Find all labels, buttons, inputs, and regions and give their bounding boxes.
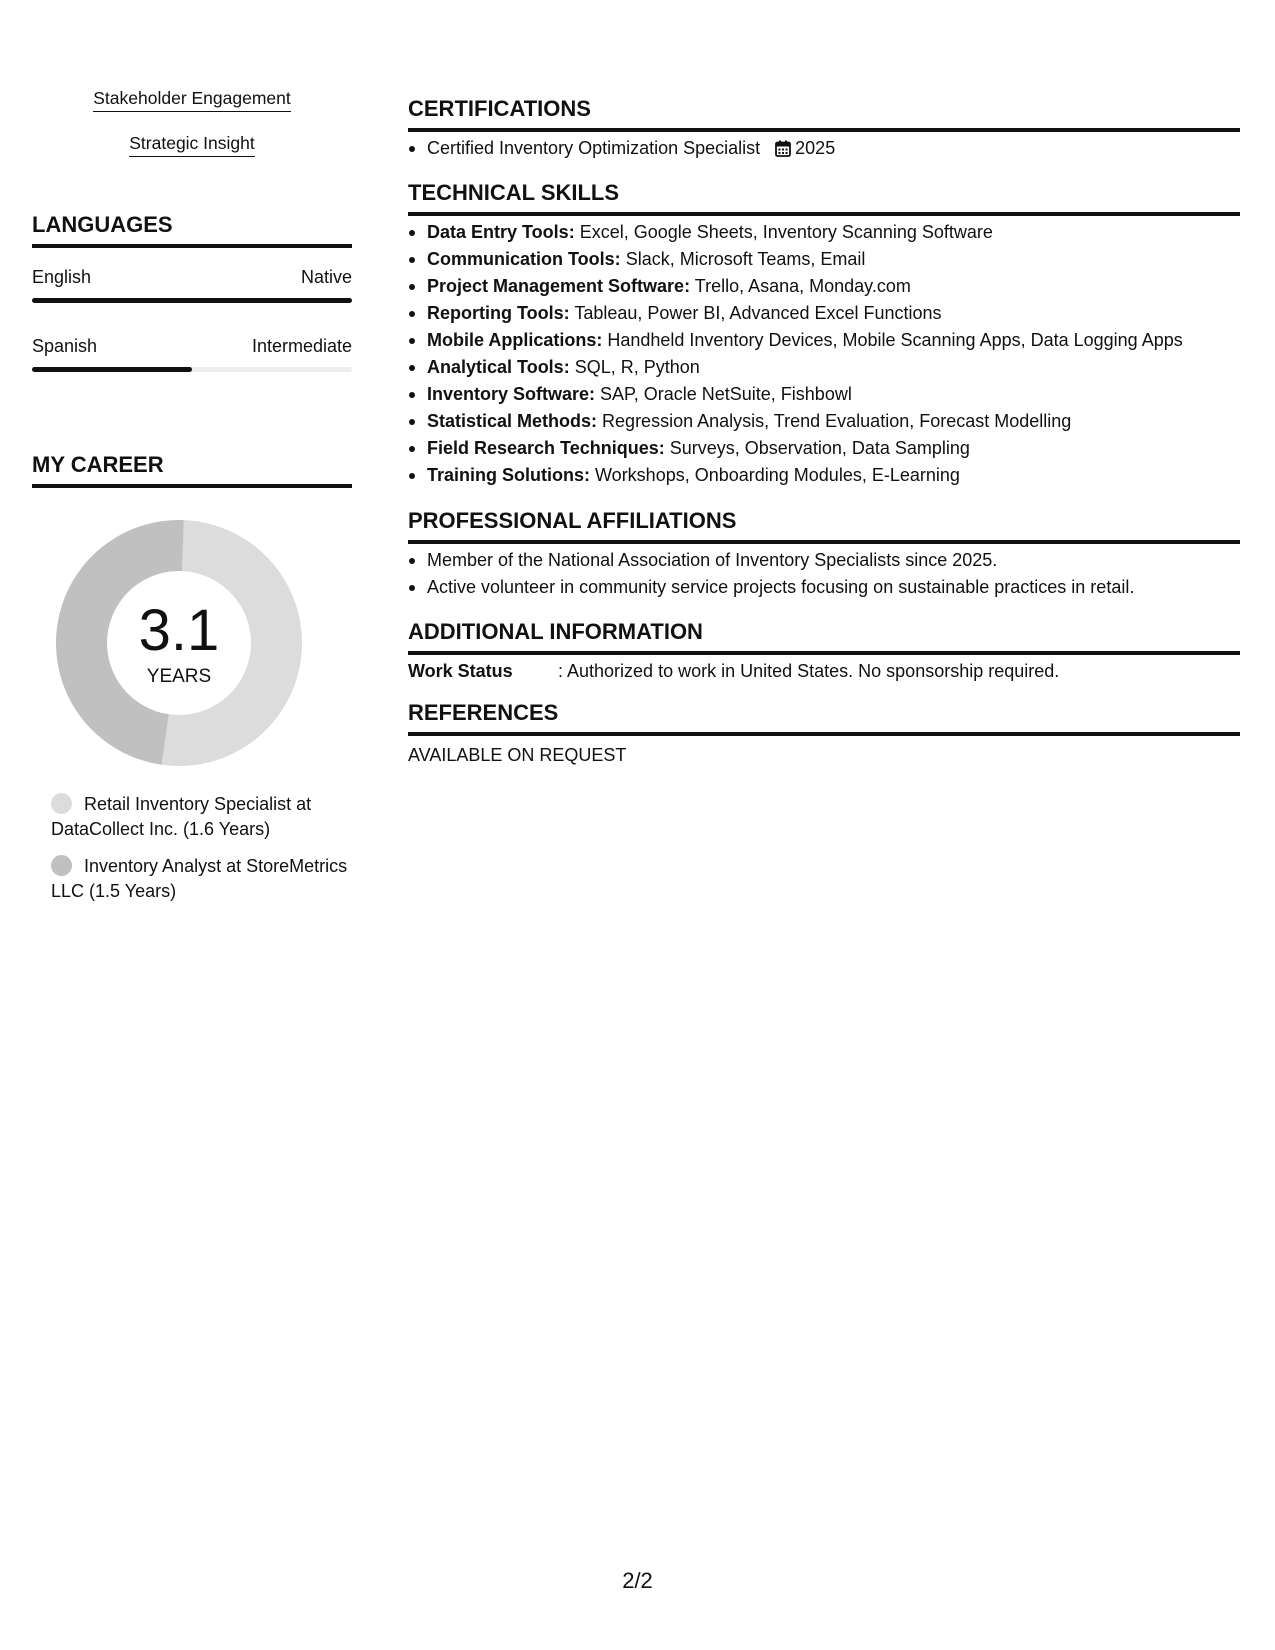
career-legend-item <box>51 792 351 842</box>
skill-label: Mobile Applications: <box>427 330 603 350</box>
interest-item: Stakeholder Engagement <box>32 88 352 112</box>
certifications-list <box>408 135 1240 162</box>
calendar-icon <box>775 140 791 157</box>
certifications-heading: CERTIFICATIONS <box>408 96 1240 132</box>
legend-dot-icon <box>51 855 72 876</box>
skill-label: Project Management Software: <box>427 276 691 296</box>
career-legend-item <box>51 854 351 904</box>
career-donut-chart <box>56 520 302 766</box>
page-number: 2/2 <box>622 1568 653 1593</box>
affiliations-heading: PROFESSIONAL AFFILIATIONS <box>408 508 1240 544</box>
skill-value: Workshops, Onboarding Modules, E-Learning <box>595 465 960 485</box>
language-name: English <box>32 267 92 287</box>
skill-value: Handheld Inventory Devices, Mobile Scanning Apps, Data Logging Apps <box>607 330 1183 350</box>
skill-item <box>408 435 1240 462</box>
skill-label: Field Research Techniques: <box>427 438 665 458</box>
affiliations-list <box>408 547 1240 601</box>
skill-value: Trello, Asana, Monday.com <box>694 276 911 296</box>
skill-label: Communication Tools: <box>427 249 621 269</box>
skill-label: Training Solutions: <box>427 465 590 485</box>
technical-skills-heading: TECHNICAL SKILLS <box>408 180 1240 216</box>
language-proficiency-bar <box>32 367 352 372</box>
skill-label: Statistical Methods: <box>427 411 598 431</box>
skill-label: Data Entry Tools: <box>427 222 575 242</box>
career-heading: MY CAREER <box>32 452 352 488</box>
skill-value: SAP, Oracle NetSuite, Fishbowl <box>600 384 852 404</box>
language-proficiency-fill <box>32 298 352 303</box>
technical-skills-list <box>408 219 1240 489</box>
career-total-years: 3.1 <box>138 598 220 663</box>
skill-label: Inventory Software: <box>427 384 596 404</box>
career-role-label: Inventory Analyst at StoreMetrics LLC (1.5 Years) <box>51 856 348 901</box>
skill-item <box>408 381 1240 408</box>
language-proficiency-bar <box>32 298 352 303</box>
work-status-label: Work Status <box>408 661 513 681</box>
language-english <box>32 267 352 303</box>
skill-label: Reporting Tools: <box>427 303 570 323</box>
legend-dot-icon <box>51 793 72 814</box>
references-heading: REFERENCES <box>408 700 1240 736</box>
skill-item <box>408 273 1240 300</box>
language-proficiency-fill <box>32 367 192 372</box>
work-status-value: : Authorized to work in United States. No sponsorship required. <box>558 661 1060 681</box>
skill-value: SQL, R, Python <box>574 357 700 377</box>
work-status-row <box>408 661 1240 682</box>
skill-item <box>408 246 1240 273</box>
certification-name: Certified Inventory Optimization Specialist <box>427 138 761 158</box>
certification-item <box>408 135 1240 162</box>
skill-value: Excel, Google Sheets, Inventory Scanning Software <box>579 222 993 242</box>
skill-item <box>408 327 1240 354</box>
skill-item <box>408 408 1240 435</box>
skill-label: Analytical Tools: <box>427 357 570 377</box>
skill-item <box>408 462 1240 489</box>
career-total-unit: YEARS <box>146 666 212 687</box>
skill-value: Surveys, Observation, Data Sampling <box>669 438 970 458</box>
language-name: Spanish <box>32 336 98 356</box>
skill-value: Slack, Microsoft Teams, Email <box>625 249 866 269</box>
interest-item: Strategic Insight <box>32 133 352 157</box>
skill-item <box>408 354 1240 381</box>
skill-item <box>408 300 1240 327</box>
language-level: Native <box>300 267 352 287</box>
career-role-label: Retail Inventory Specialist at DataCollect Inc. (1.6 Years) <box>51 794 312 839</box>
additional-info-heading: ADDITIONAL INFORMATION <box>408 619 1240 655</box>
certification-year: 2025 <box>795 138 836 158</box>
affiliation-item: Active volunteer in community service projects focusing on sustainable practices in retail. <box>408 574 1240 601</box>
references-text: AVAILABLE ON REQUEST <box>408 745 627 765</box>
skill-item <box>408 219 1240 246</box>
skill-value: Regression Analysis, Trend Evaluation, Forecast Modelling <box>602 411 1072 431</box>
affiliation-item: Member of the National Association of Inventory Specialists since 2025. <box>408 547 1240 574</box>
language-spanish <box>32 336 352 372</box>
skill-value: Tableau, Power BI, Advanced Excel Functions <box>574 303 942 323</box>
languages-heading: LANGUAGES <box>32 212 352 248</box>
language-level: Intermediate <box>251 336 352 356</box>
